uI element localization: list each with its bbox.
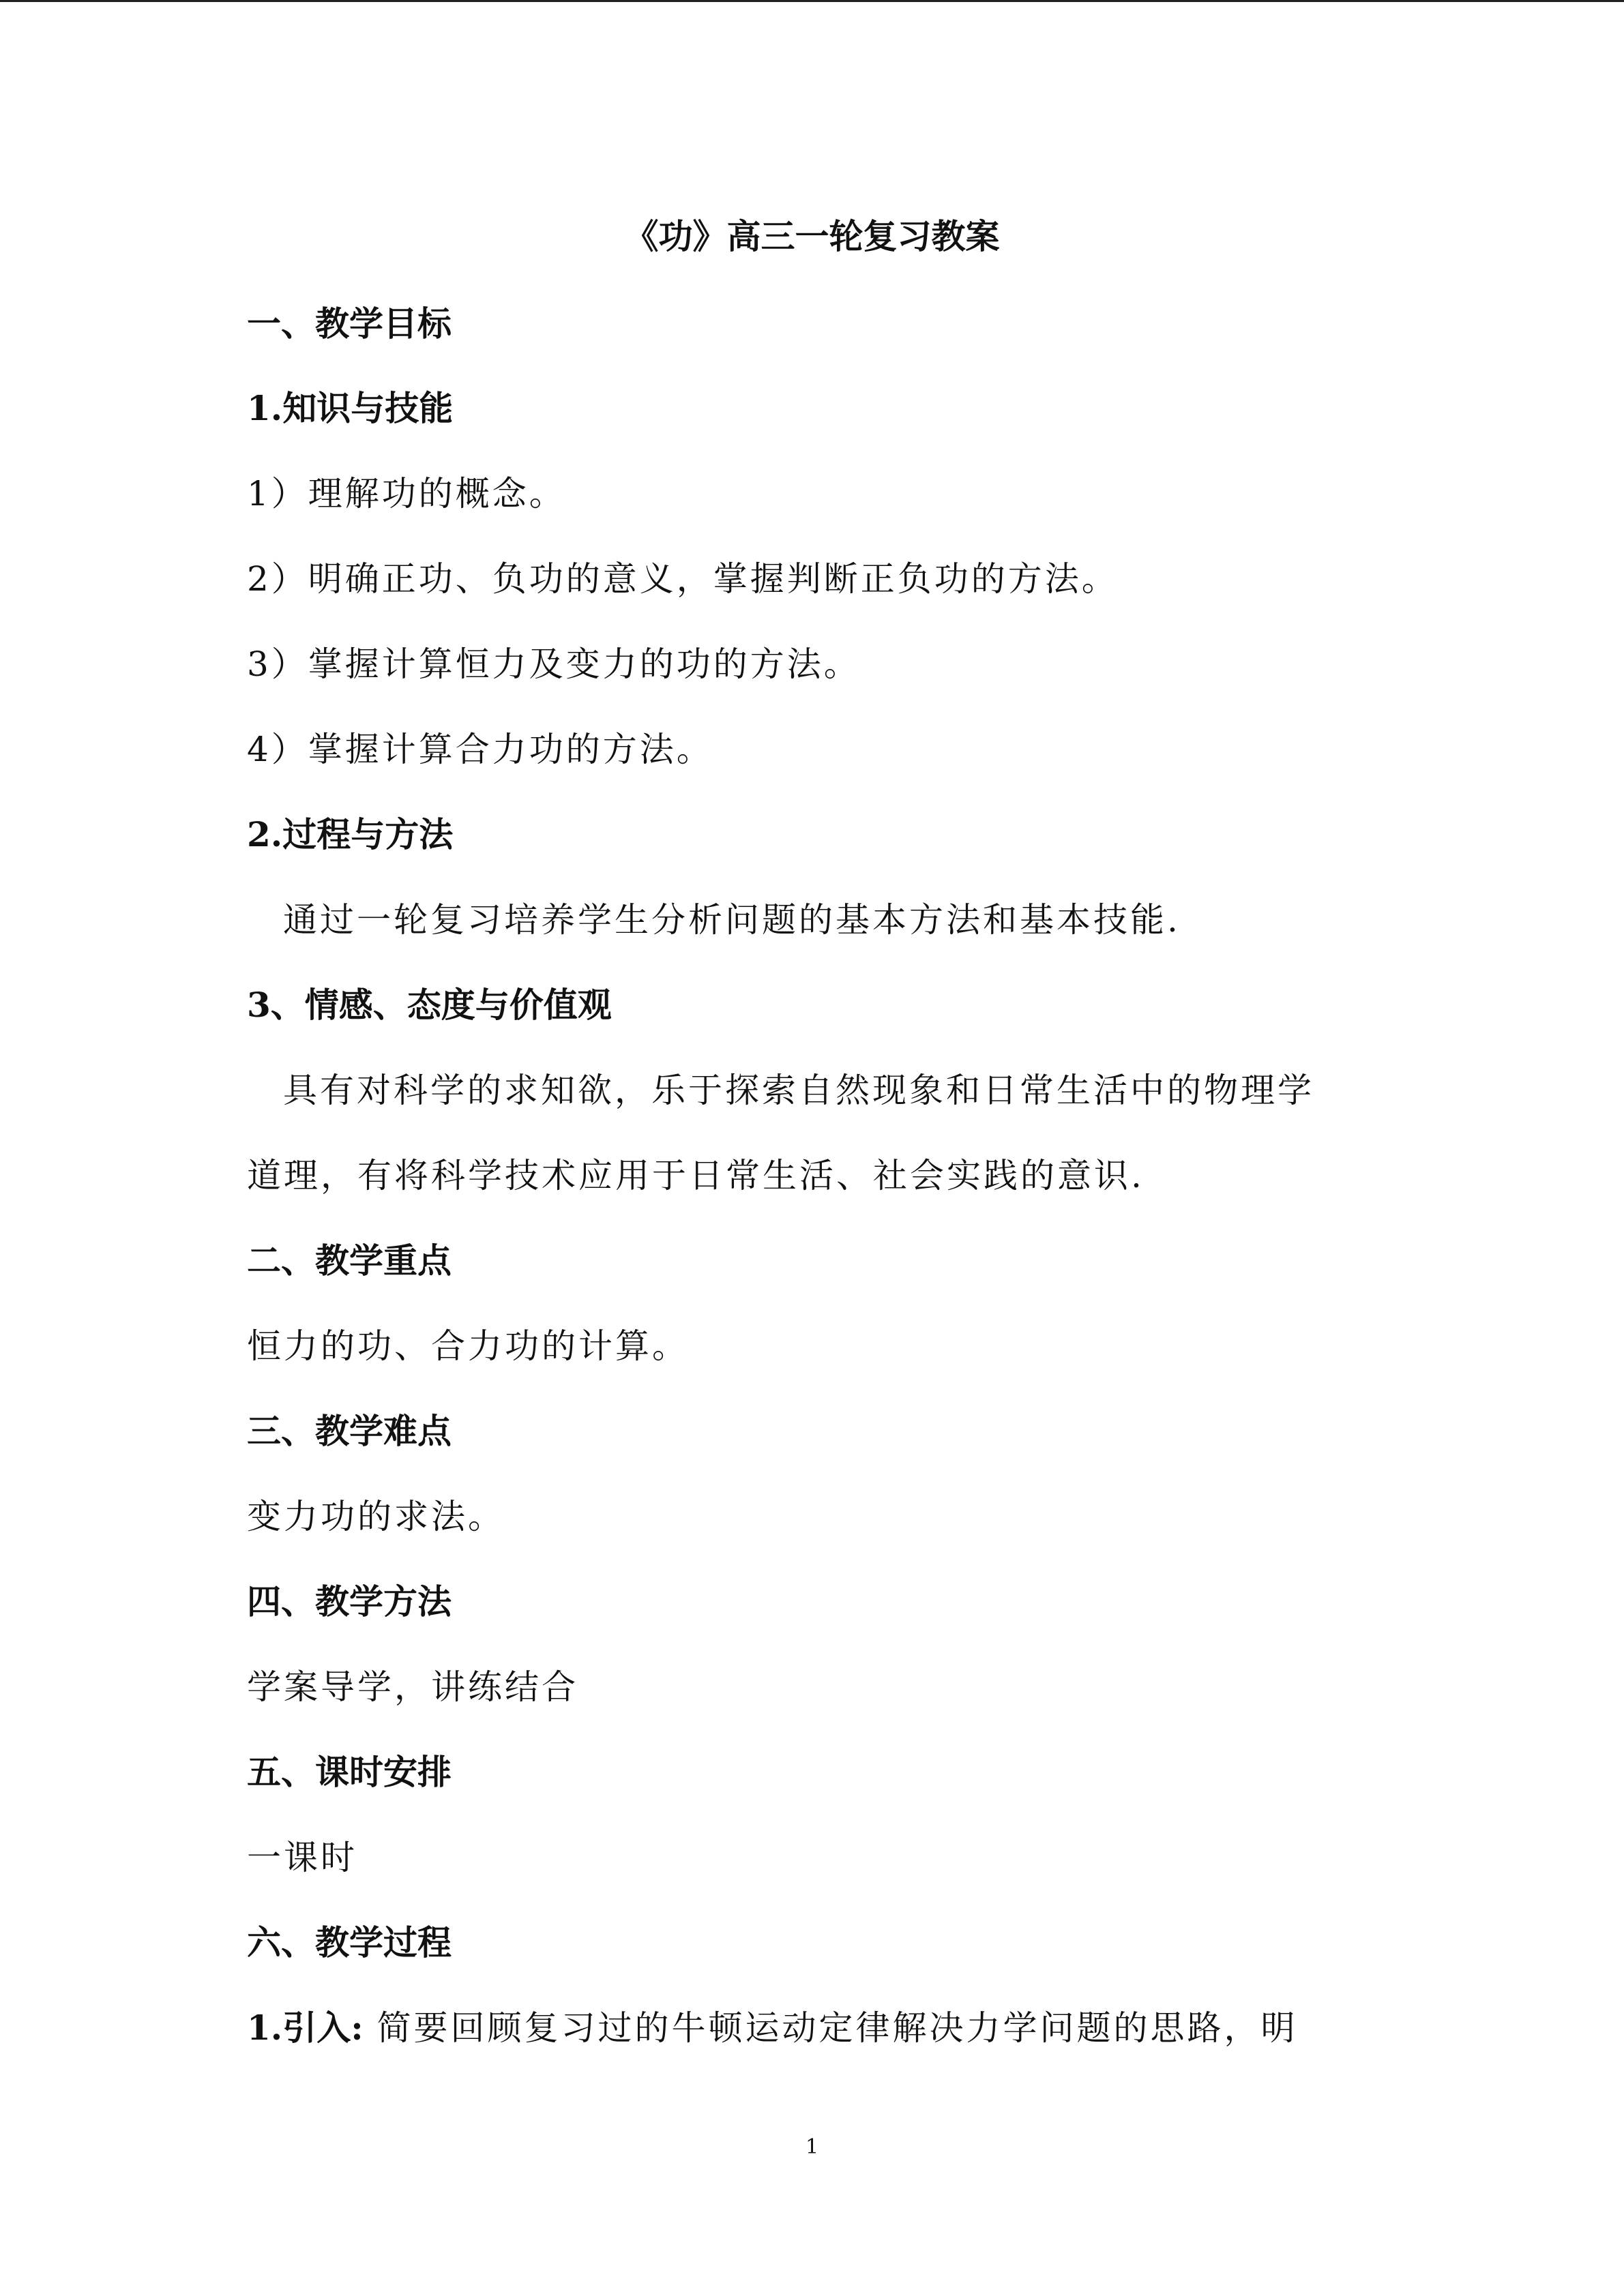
difficulties-text: 变力功的求法。 (247, 1497, 505, 1536)
section-heading-schedule: 五、课时安排 (247, 1752, 452, 1792)
page-number: 1 (805, 2135, 819, 2159)
section-heading-key-points: 二、教学重点 (247, 1240, 452, 1281)
goal-item-1: 1）理解功的概念。 (247, 474, 566, 513)
goal-item-4: 4）掌握计算合力功的方法。 (247, 730, 713, 769)
emotion-values-text-line-1: 具有对科学的求知欲，乐于探索自然现象和日常生活中的物理学 (283, 1071, 1314, 1110)
goal-item-2: 2）明确正功、负功的意义，掌握判断正负功的方法。 (247, 559, 1119, 599)
schedule-text: 一课时 (247, 1838, 357, 1877)
emotion-values-text-line-2: 道理，有将科学技术应用于日常生活、社会实践的意识. (247, 1156, 1145, 1195)
document-title: 《功》高三一轮复习教案 (624, 216, 1000, 256)
subsection-heading-knowledge-skills: 1.知识与技能 (247, 388, 454, 428)
section-heading-teaching-process: 六、教学过程 (247, 1922, 452, 1963)
goal-item-3: 3）掌握计算恒力及变力的功的方法。 (247, 644, 861, 684)
key-points-text: 恒力的功、合力功的计算。 (247, 1326, 689, 1366)
section-heading-difficulties: 三、教学难点 (247, 1411, 452, 1451)
teaching-method-text: 学案导学，讲练结合 (247, 1667, 578, 1707)
top-border-line (0, 0, 1624, 2)
section-heading-teaching-goals: 一、教学目标 (247, 303, 452, 344)
subsection-heading-emotion-values: 3、情感、态度与价值观 (247, 985, 612, 1025)
subsection-heading-process-method: 2.过程与方法 (247, 814, 454, 854)
process-method-text: 通过一轮复习培养学生分析问题的基本方法和基本技能. (283, 900, 1181, 940)
intro-text: 简要回顾复习过的牛顿运动定律解决力学问题的思路，明 (377, 2008, 1298, 2048)
intro-label: 1.引入: (247, 2008, 364, 2048)
intro-paragraph (247, 2008, 1298, 2048)
section-heading-teaching-method: 四、教学方法 (247, 1581, 452, 1622)
